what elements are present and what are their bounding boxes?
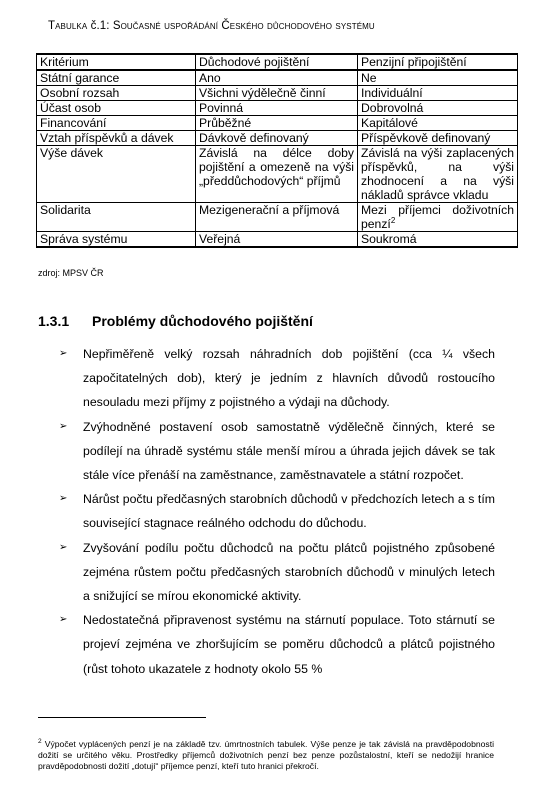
section-heading: [38, 313, 313, 329]
table-cell: [358, 203, 518, 232]
table-cell: Ano: [196, 70, 358, 86]
table-cell: Všichni výdělečně činní: [196, 86, 358, 101]
table-cell: Dávkově definovaný: [196, 131, 358, 146]
footnote: [38, 739, 494, 772]
table-cell: Závislá na délce doby pojištění a omezeně na výši „předdůchodových“ příjmů: [196, 146, 358, 203]
list-item-text: Zvyšování podílu počtu důchodců na počtu plátců pojistného způsobené zejména růstem počtu předčasných starobních důchodů v minulých letech a snižující se mírou ekonomické aktivity.: [83, 540, 495, 604]
arrow-bullet-icon: ➢: [59, 541, 68, 553]
problem-list: [59, 342, 495, 681]
table-cell: Účast osob: [37, 101, 196, 116]
table-row: [37, 131, 518, 146]
table-cell: Vztah příspěvků a dávek: [37, 131, 196, 146]
table-cell: Individuální: [358, 86, 518, 101]
list-item: [59, 415, 495, 488]
table-row: [37, 146, 518, 203]
arrow-bullet-icon: ➢: [59, 493, 68, 505]
table-cell: Soukromá: [358, 232, 518, 248]
header-pension-insurance: Důchodové pojištění: [196, 54, 358, 70]
section-number: 1.3.1: [38, 313, 70, 329]
table-cell: Solidarita: [37, 203, 196, 232]
table-cell: Mezigenerační a příjmová: [196, 203, 358, 232]
footnote-ref: 2: [390, 215, 396, 225]
table-cell: Státní garance: [37, 70, 196, 86]
arrow-bullet-icon: ➢: [59, 348, 68, 359]
section-title: Problémy důchodového pojištění: [92, 313, 313, 329]
list-item-text: Nedostatečná připravenost systému na stárnutí populace. Toto stárnutí se projeví zejména ve zhoršujícím se poměru důchodců a plátců pojistného (růst tohoto ukazatele z hodnoty okolo 55 %: [83, 613, 495, 676]
table-cell: Závislá na výši zaplacených příspěvků, na výši zhodnocení a na výši nákladů správce vkladu: [358, 146, 518, 203]
table-cell: Kapitálové: [358, 116, 518, 131]
table-row: [37, 232, 518, 248]
arrow-bullet-icon: ➢: [59, 420, 68, 432]
list-item: [59, 487, 495, 535]
table-cell: Ne: [358, 70, 518, 86]
table-row: [37, 203, 518, 232]
table-row: [37, 86, 518, 101]
footnote-mark: 2: [38, 738, 42, 746]
table-cell: Financování: [37, 116, 196, 131]
table-header-row: [37, 54, 518, 70]
table-cell: Povinná: [196, 101, 358, 116]
footnote-text: Výpočet vyplácených penzí je na základě tzv. úmrtnostních tabulek. Výše penze je tak závislá na pravděpodobnosti dožití se určitého věku. Prostředky příjemců doživotních penzí bez penze pozůstalostní, kteří se nedožijí hranice pravděpodobnosti dožití „dotují“ příjemce penzí, kteří tuto hranici překročí.: [38, 739, 494, 771]
table-cell-text: Mezi příjemci doživotních penzí: [361, 203, 514, 231]
table-row: [37, 101, 518, 116]
list-item: [59, 536, 495, 609]
table-cell: Dobrovolná: [358, 101, 518, 116]
table-row: [37, 70, 518, 86]
list-item-text: Nárůst počtu předčasných starobních důchodů v předchozích letech a s tím související stagnace reálného odchodu do důchodu.: [83, 492, 495, 531]
table-caption: Tabulka č.1: Současné uspořádání Českého důchodového systému: [48, 20, 375, 32]
table-source: zdroj: MPSV ČR: [38, 268, 104, 278]
table-cell: Veřejná: [196, 232, 358, 248]
arrow-bullet-icon: ➢: [59, 614, 68, 626]
header-supplementary-insurance: Penzijní připojištění: [358, 54, 518, 70]
footnote-divider: [38, 717, 206, 718]
table-row: [37, 116, 518, 131]
table-cell: Průběžné: [196, 116, 358, 131]
table-cell: Správa systému: [37, 232, 196, 248]
table-cell: Osobní rozsah: [37, 86, 196, 101]
list-item-text: Nepřiměřeně velký rozsah náhradních dob pojištění (cca ¼ všech započitatelných dob), který je jedním z hlavních důvodů rostoucího nesouladu mezi příjmy z pojistného a výdaji na důchody.: [83, 347, 495, 410]
list-item-text: Zvýhodněné postavení osob samostatně výdělečně činných, které se podílejí na úhradě systému stále menší mírou a úhrada jejich dávek se tak stále více přenáší na zaměstnance, zaměstnavatele a státní rozpočet.: [83, 419, 495, 483]
header-criterion: Kritérium: [37, 54, 196, 70]
list-item: [59, 342, 495, 415]
pension-system-table: [36, 53, 518, 248]
table-cell: Výše dávek: [37, 146, 196, 203]
list-item: [59, 608, 495, 681]
table-cell: Příspěvkově definovaný: [358, 131, 518, 146]
